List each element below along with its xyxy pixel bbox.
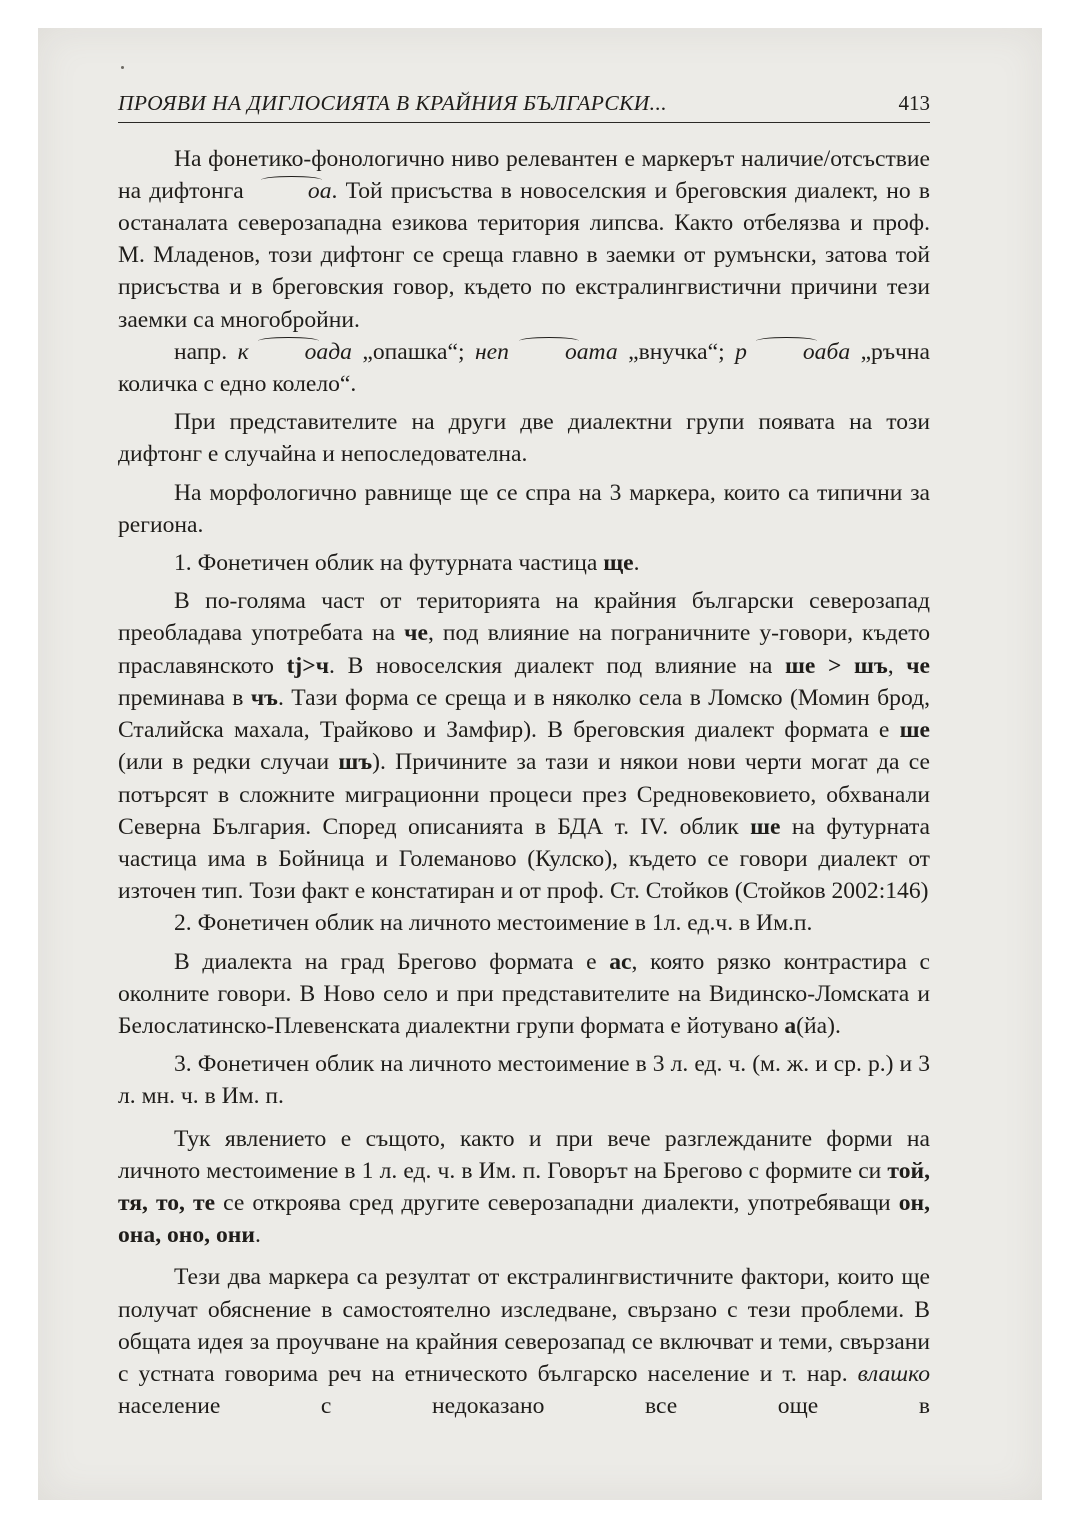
example-word-nepoata: неп оата: [475, 339, 618, 365]
paragraph-examples: напр. к оада „опашка“; неп оата „внучка“; р оаба „ръчна количка с едно колело“.: [118, 336, 930, 400]
running-title: ПРОЯВИ НА ДИГЛОСИЯТА В КРАЙНИЯ БЪЛГАРСКИ...: [118, 91, 667, 115]
paragraph-conclusion: Тези два маркера са резултат от екстралингвистичните фактори, които ще получат обяснение в самостоятелно изследване, свързано с тези проблеми. В общата идея за проучване на крайния северозапад се включват и теми, свързани с устната говорима реч на етническото българско население и т. нар. влашко население с недоказано все още в: [118, 1264, 930, 1420]
paragraph-future-particle: В по-голяма част от територията на крайния български северозапад преобладава употребата на че, под влияние на пограничните у-говори, където праславянското tj>ч. В новоселския диалект под влияние на ше > шъ, че преминава в чъ. Тази форма се среща и в няколко села в Ломско (Момин брод, Сталийска махала, Трайково и Замфир). В бреговския диалект формата е ше (или в редки случаи шъ). Причините за тази и някои нови черти могат да се потърсят в сложните миграционни процеси през Средновековието, обхванали Северна България. Според описанията в БДА т. IV. облик ше на футурната частица има в Бойница и Големаново (Кулско), където се говори диалект от източен тип. Този факт е констатиран и от проф. Ст. Стойков (Стойков 2002:146): [118, 588, 931, 905]
paragraph-diphthong: На фонетико-фонологично ниво релевантен е маркерът наличие/отсъствие на дифтонга оа. Той присъства в новоселския и бреговския диалект, но в останалата северозападна езикова територия липсва. Както отбелязва и проф. М. Младенов, този дифтонг се среща главно в заемки от румънски, затова той присъства и в бреговския говор, където по екстралингвистични причини тези заемки са многобройни.: [118, 145, 930, 333]
paragraph-first-person: В диалекта на град Брегово формата е ас, която рязко контрастира с околните говори. В Ново село и при представителите на Видинско-Ломската и Белослатинско-Плевенската диалектни групи формата е йотувано а(йа).: [118, 948, 930, 1039]
paragraph-other-groups: При представителите на други две диалектни групи появата на този дифтонг е случайна и непоследователна.: [118, 409, 930, 468]
page-number: 413: [898, 91, 930, 115]
heading-marker-3: 3. Фонетичен облик на личното местоимение в 3 л. ед. ч. (м. ж. и ср. р.) и 3 л. мн. ч. в Им. п.: [118, 1051, 930, 1110]
running-header: [118, 92, 930, 123]
paragraph-third-person: Тук явлението е същото, както и при вече разглежданите форми на личното местоимение в 1 л. ед. ч. в Им. п. Говорът на Брегово с формите си той, тя, то, те се откроява сред другите северозападни диалекти, употребяващи он, она, оно, они.: [118, 1125, 930, 1249]
scan-speck: [121, 66, 124, 69]
diphthong-oa: оа: [252, 175, 332, 207]
heading-marker-1: 1. Фонетичен облик на футурната частица ще.: [174, 550, 640, 577]
body-text: [118, 143, 930, 1423]
example-word-roaba: р оаба: [735, 339, 850, 365]
heading-marker-2: 2. Фонетичен облик на личното местоимение в 1л. ед.ч. в Им.п.: [174, 910, 813, 937]
paragraph-morphology: На морфологично равнище ще се спра на 3 маркера, които са типични за региона.: [118, 479, 930, 538]
document-page: [118, 92, 930, 1422]
example-word-koada: к оада: [238, 339, 352, 365]
